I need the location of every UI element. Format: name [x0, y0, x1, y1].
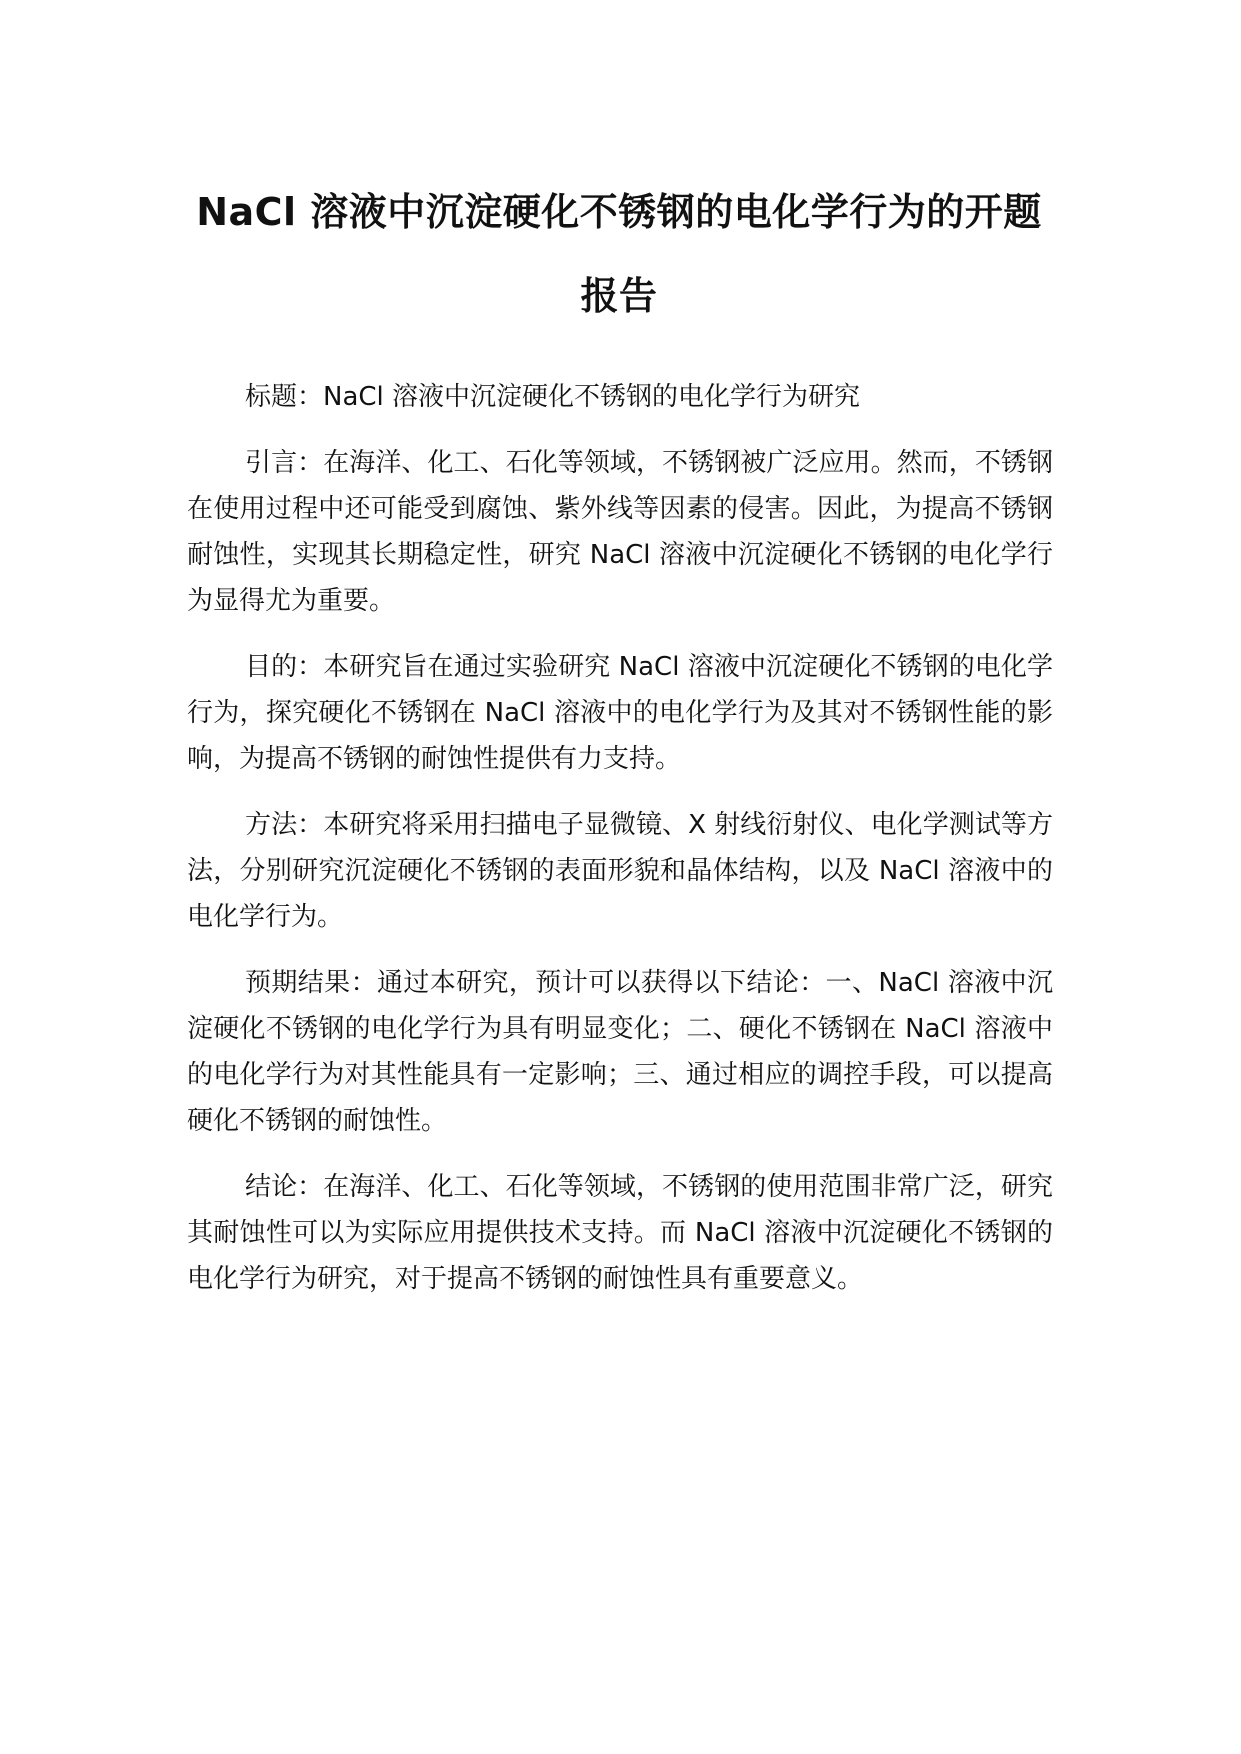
document-body	[187, 374, 1053, 1322]
paragraph-subject: 标题：NaCl 溶液中沉淀硬化不锈钢的电化学行为研究	[245, 382, 861, 412]
document-title: NaCl 溶液中沉淀硬化不锈钢的电化学行为的开题报告	[196, 190, 1042, 318]
paragraph-expected-results: 预期结果：通过本研究，预计可以获得以下结论：一、NaCl 溶液中沉淀硬化不锈钢的电化学行为具有明显变化；二、硬化不锈钢在 NaCl 溶液中的电化学行为对其性能具有一定影响；三、通过相应的调控手段，可以提高硬化不锈钢的耐蚀性。	[187, 968, 1053, 1136]
paragraph-method: 方法：本研究将采用扫描电子显微镜、X 射线衍射仪、电化学测试等方法，分别研究沉淀硬化不锈钢的表面形貌和晶体结构，以及 NaCl 溶液中的电化学行为。	[187, 810, 1053, 932]
paragraph-purpose: 目的：本研究旨在通过实验研究 NaCl 溶液中沉淀硬化不锈钢的电化学行为，探究硬化不锈钢在 NaCl 溶液中的电化学行为及其对不锈钢性能的影响，为提高不锈钢的耐蚀性提供有力支持。	[187, 652, 1053, 774]
paragraph-introduction: 引言：在海洋、化工、石化等领域，不锈钢被广泛应用。然而，不锈钢在使用过程中还可能受到腐蚀、紫外线等因素的侵害。因此，为提高不锈钢耐蚀性，实现其长期稳定性，研究 NaCl 溶液中沉淀硬化不锈钢的电化学行为显得尤为重要。	[187, 448, 1053, 616]
paragraph-conclusion: 结论：在海洋、化工、石化等领域，不锈钢的使用范围非常广泛，研究其耐蚀性可以为实际应用提供技术支持。而 NaCl 溶液中沉淀硬化不锈钢的电化学行为研究，对于提高不锈钢的耐蚀性具有重要意义。	[187, 1172, 1053, 1294]
